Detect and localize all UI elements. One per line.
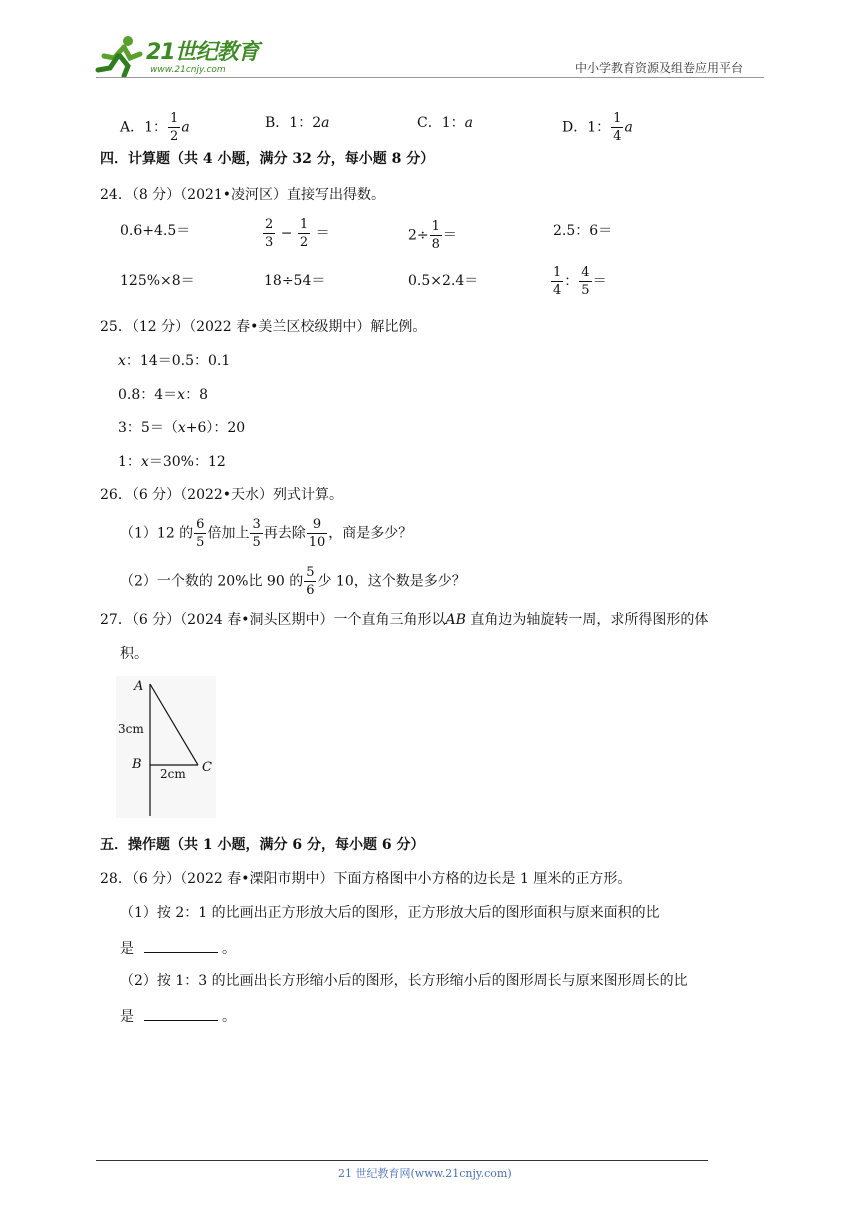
choice-d-fraction xyxy=(611,112,623,143)
q24-r1c4: 2.5：6＝ xyxy=(553,223,613,239)
q24-r1c2-operator: − xyxy=(280,225,293,242)
q28-part-2-answer-blank[interactable] xyxy=(144,1008,218,1021)
fraction-numerator: 4 xyxy=(581,265,590,280)
footer-rule xyxy=(96,1160,708,1161)
q24-r2c4 xyxy=(550,266,607,297)
q24-r2c4-fraction-2 xyxy=(579,266,591,297)
q25-line-3 xyxy=(118,421,245,435)
fraction-numerator: 6 xyxy=(196,517,205,532)
choice-b-text: 1：2 xyxy=(289,115,322,131)
q24-r1c1: 0.6+4.5＝ xyxy=(120,223,191,239)
q24-r2c2: 18÷54＝ xyxy=(264,273,326,289)
q26-part-2-text-a: （2）一个数的 20%比 90 的 xyxy=(120,573,304,590)
q25-line-4-text: ＝30%：12 xyxy=(148,454,226,470)
q28-part-2-text: 是 xyxy=(120,1009,134,1025)
q27-title xyxy=(100,613,708,627)
fraction-numerator: 1 xyxy=(170,111,179,126)
choice-c-variable: a xyxy=(464,115,473,131)
q24-title: 24．（8 分）（2021•凌河区）直接写出得数。 xyxy=(100,187,386,203)
q28-part-1-continued xyxy=(120,940,236,956)
q28-part-1-period: 。 xyxy=(222,941,236,957)
triangle-diagram xyxy=(116,676,216,818)
q26-part-1-fraction-3 xyxy=(307,518,328,549)
choice-b-variable: a xyxy=(321,115,330,131)
vertex-a-label: A xyxy=(134,679,144,694)
q26-part-1-text-d: ，商是多少？ xyxy=(328,525,413,542)
q25-line-3-variable: x xyxy=(177,420,186,436)
q26-part-2 xyxy=(120,566,466,597)
fraction-denominator: 6 xyxy=(306,583,315,598)
q24-r1c2-fraction-1 xyxy=(263,218,275,249)
choice-b-label: B． xyxy=(265,115,290,131)
q25-line-1-variable: x xyxy=(118,353,126,369)
fraction-denominator: 8 xyxy=(431,237,440,252)
q24-r1c2 xyxy=(262,218,330,249)
q24-r2c4-fraction-1 xyxy=(551,266,563,297)
fraction-denominator: 2 xyxy=(299,235,309,250)
choice-a xyxy=(120,112,190,143)
q24-r1c3-prefix: 2÷ xyxy=(408,227,429,244)
q25-line-3-prefix: 3：5＝（ xyxy=(118,420,178,436)
choice-a-label: A． xyxy=(120,119,145,136)
q26-part-1-fraction-1 xyxy=(194,518,206,549)
q25-line-3-text: +6）：20 xyxy=(185,420,246,436)
fraction-numerator: 1 xyxy=(613,111,622,126)
q24-r2c3: 0.5×2.4＝ xyxy=(408,273,479,289)
logo-main-text: 21世纪教育 xyxy=(146,40,259,65)
fraction-numerator: 2 xyxy=(265,217,274,232)
q27-title-text-end: 直角边为轴旋转一周，求所得图形的体 xyxy=(465,612,709,628)
q24-r1c3 xyxy=(408,220,457,251)
choice-a-fraction xyxy=(168,112,180,143)
fraction-numerator: 5 xyxy=(306,565,315,580)
fraction-denominator: 4 xyxy=(613,129,622,144)
q25-line-4-prefix: 1： xyxy=(118,454,141,470)
fraction-numerator: 9 xyxy=(307,518,328,534)
fraction-denominator: 10 xyxy=(308,535,326,550)
fraction-numerator: 3 xyxy=(252,517,261,532)
q25-line-2-text: ：8 xyxy=(185,387,208,403)
fraction-denominator: 2 xyxy=(170,129,179,144)
q24-r2c4-equals: ＝ xyxy=(592,273,607,290)
fraction-numerator: 1 xyxy=(299,217,309,232)
q25-line-1 xyxy=(118,354,230,368)
header-rule xyxy=(96,77,764,78)
vertex-c-label: C xyxy=(202,760,212,775)
q26-part-1-text-c: 再去除 xyxy=(263,525,306,542)
q28-title: 28．（6 分）（2022 春•溧阳市期中）下面方格图中小方格的边长是 1 厘米的正方形。 xyxy=(100,871,632,887)
choice-c xyxy=(417,116,473,130)
q28-part-2-period: 。 xyxy=(222,1009,236,1025)
q24-r1c3-fraction xyxy=(430,220,442,251)
q24-r2c4-separator: ： xyxy=(564,273,579,290)
side-bc-length: 2cm xyxy=(160,767,186,781)
fraction-denominator: 5 xyxy=(581,283,590,298)
runner-logo-icon xyxy=(94,34,150,78)
q25-title: 25．（12 分）（2022 春•美兰区校级期中）解比例。 xyxy=(100,319,427,335)
vertex-b-label: B xyxy=(132,757,142,772)
choice-b xyxy=(265,116,329,130)
q26-part-1 xyxy=(120,518,412,549)
fraction-denominator: 3 xyxy=(265,235,274,250)
choice-a-variable: a xyxy=(181,119,190,136)
fraction-denominator: 5 xyxy=(196,535,205,550)
choice-d-variable: a xyxy=(624,119,633,136)
q25-line-4-variable: x xyxy=(140,454,149,470)
q27-title-text: 27．（6 分）（2024 春•洞头区期中）一个直角三角形以 xyxy=(100,612,446,628)
q26-part-2-text-b: 少 10，这个数是多少？ xyxy=(317,573,466,590)
q26-part-1-text-b: 倍加上 xyxy=(207,525,250,542)
q26-part-2-fraction xyxy=(304,566,316,597)
q25-line-2-prefix: 0.8：4＝ xyxy=(118,387,178,403)
q25-line-2-variable: x xyxy=(177,387,186,403)
q25-line-2 xyxy=(118,388,208,402)
q24-r1c3-equals: ＝ xyxy=(442,227,457,244)
q24-r1c2-fraction-2 xyxy=(298,218,310,249)
choice-c-label: C． xyxy=(417,115,442,131)
q24-r2c1: 125%×8＝ xyxy=(120,273,195,289)
fraction-denominator: 4 xyxy=(553,283,562,298)
q27-triangle-figure xyxy=(116,676,216,818)
header-right-text: 中小学教育资源及组卷应用平台 xyxy=(575,61,744,75)
q24-r1c2-equals: ＝ xyxy=(315,225,330,242)
logo-url-text: www.21cnjy.com xyxy=(150,65,226,75)
fraction-numerator: 1 xyxy=(553,265,562,280)
q26-part-1-text-a: （1）12 的 xyxy=(120,525,194,542)
q28-part-2: （2）按 1：3 的比画出长方形缩小后的图形，长方形缩小后的图形周长与原来图形周长的比 xyxy=(120,973,688,989)
choice-d-text: 1： xyxy=(587,119,611,136)
choice-d xyxy=(562,112,633,143)
choice-c-text: 1： xyxy=(441,115,465,131)
q27-title-continued: 积。 xyxy=(120,646,148,662)
q26-part-1-fraction-2 xyxy=(250,518,262,549)
footer-text: 21 世纪教育网(www.21cnjy.com) xyxy=(338,1167,512,1180)
section-5-title: 五．操作题（共 1 小题，满分 6 分，每小题 6 分） xyxy=(100,837,425,853)
q28-part-1-answer-blank[interactable] xyxy=(144,940,218,953)
fraction-denominator: 5 xyxy=(252,535,261,550)
q28-part-1: （1）按 2：1 的比画出正方形放大后的图形，正方形放大后的图形面积与原来面积的比 xyxy=(120,905,660,921)
choice-a-text: 1： xyxy=(144,119,168,136)
q25-line-1-text: ：14＝0.5：0.1 xyxy=(125,353,231,369)
choice-d-label: D． xyxy=(562,119,588,136)
q26-title: 26．（6 分）（2022•天水）列式计算。 xyxy=(100,487,344,503)
section-4-title: 四．计算题（共 4 小题，满分 32 分，每小题 8 分） xyxy=(100,151,435,167)
side-ab-length: 3cm xyxy=(118,722,144,736)
q25-line-4 xyxy=(118,455,226,469)
fraction-numerator: 1 xyxy=(431,219,440,234)
q28-part-2-continued xyxy=(120,1008,236,1024)
q27-title-variable: AB xyxy=(445,612,466,628)
q28-part-1-text: 是 xyxy=(120,941,134,957)
